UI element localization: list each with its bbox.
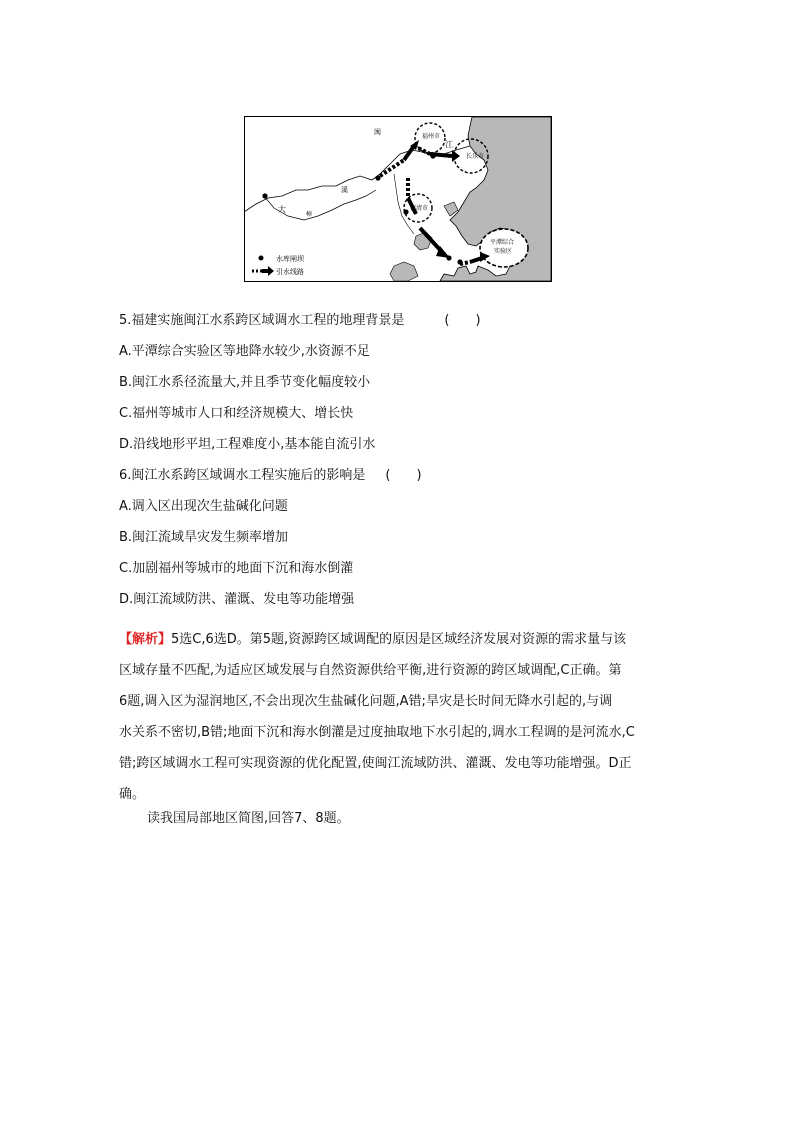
question-6-option-d: D.闽江流域防洪、灌溉、发电等功能增强 [119,592,355,607]
analysis-text-1: 5选C,6选D。第5题,资源跨区域调配的原因是区域经济发展对资源的需求量与该 [171,632,627,647]
analysis-line-2: 区域存量不匹配,为适应区域发展与自然资源供给平衡,进行资源的跨区域调配,C正确。第 [119,663,622,678]
question-5-option-d: D.沿线地形平坦,工程难度小,基本能自流引水 [119,437,376,452]
analysis-line-1 [119,624,679,655]
question-6-paren: ( ) [385,468,422,483]
question-6-stem [119,468,422,484]
label-pingtan-1: 平潭综合 [490,239,515,246]
question-6-option-c: C.加剧福州等城市的地面下沉和海水倒灌 [119,561,354,576]
question-5-option-c: C.福州等城市人口和经济规模大、增长快 [119,406,354,421]
next-questions-intro: 读我国局部地区简图,回答7、8题。 [147,811,350,826]
analysis-line-3: 6题,调入区为湿润地区,不会出现次生盐碱化问题,A错;旱灾是长时间无降水引起的,与调 [119,694,613,709]
legend-route-label: 引水线路 [276,268,304,276]
label-da: 大 [278,205,286,214]
label-xi: 溪 [341,186,348,194]
question-5-stem [119,313,481,329]
label-min: 闽 [374,128,381,136]
legend-dam-icon [259,256,264,261]
label-jiang: 江 [445,140,453,149]
analysis-line-5: 错;跨区域调水工程可实现资源的优化配置,使闽江流域防洪、灌溉、发电等功能增强。D正 [119,756,632,771]
map-svg [244,116,552,282]
label-changle: 长乐市 [466,153,485,160]
question-5-option-b: B.闽江水系径流量大,并且季节变化幅度较小 [119,375,371,390]
analysis-tag: 【解析】 [119,632,172,647]
water-diversion-map [244,116,552,282]
label-fuqing: 福清市 [410,205,429,212]
label-pingtan-2: 实验区 [494,248,513,255]
legend-dam-label: 水库闸坝 [276,255,304,263]
question-6-option-b: B.闽江流域旱灾发生频率增加 [119,530,289,545]
question-5-option-a: A.平潭综合实验区等地降水较少,水资源不足 [119,344,370,359]
label-zhang: 樟 [306,211,313,218]
question-6-option-a: A.调入区出现次生盐碱化问题 [119,499,288,514]
question-5-text: 5.福建实施闽江水系跨区域调水工程的地理背景是 [119,313,405,328]
analysis-line-4: 水关系不密切,B错;地面下沉和海水倒灌是过度抽取地下水引起的,调水工程调的是河流水,C [119,725,635,740]
label-fuzhou: 福州市 [422,133,441,140]
analysis-block [119,624,679,810]
question-6-text: 6.闽江水系跨区域调水工程实施后的影响是 [119,468,366,483]
analysis-line-6: 确。 [119,787,146,802]
question-5-paren: ( ) [444,313,481,328]
